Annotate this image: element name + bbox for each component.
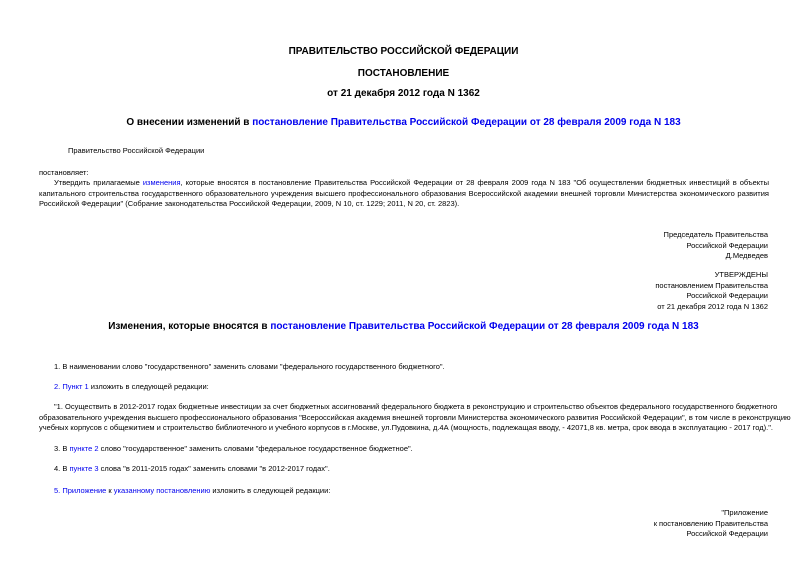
approve-paragraph <box>39 178 769 210</box>
decides-label: постановляет: <box>39 168 89 177</box>
changes-link[interactable]: изменения <box>142 178 181 187</box>
signature-block <box>664 230 768 262</box>
appendix-block <box>654 508 768 540</box>
appendix-country: Российской Федерации <box>686 529 768 539</box>
item-2 <box>54 382 209 393</box>
signature-position: Председатель Правительства <box>663 230 768 239</box>
item-4 <box>54 464 330 475</box>
item-3-point-link[interactable]: пункте 2 <box>69 444 99 453</box>
signature-country: Российской Федерации <box>686 240 768 250</box>
changes-title-prefix: Изменения, которые вносятся в <box>108 321 271 332</box>
document-title-prefix: О внесении изменений в <box>126 117 253 128</box>
approve-prefix: Утвердить прилагаемые <box>54 178 143 187</box>
quote-line-3: учебных корпусов с общежитием и строительство библиотечного и учебного корпусов в г.Москве, ул.Пудовкина, д.4А (мощность, подлежащая вводу, - 42071,8 кв. метра, срок ввода в эксплуатацию - 2017 год).". <box>39 423 773 433</box>
approved-block <box>655 270 768 312</box>
item-2-rest: изложить в следующей редакции: <box>88 382 209 391</box>
approved-by: постановлением Правительства <box>655 280 768 290</box>
item-3-prefix: 3. В <box>54 444 70 453</box>
changes-title <box>0 321 807 332</box>
quote-line-2: образовательного учреждения высшего профессионального образования "Всероссийская академия внешней торговли Министерства экономического развития Российской Федерации", в том числе в реконструкцию <box>39 412 791 422</box>
item-1: 1. В наименовании слово "государственного" заменить словами "федерального государственного бюджетного". <box>54 362 445 371</box>
approved-country: Российской Федерации <box>686 291 768 301</box>
item-5-decree-link[interactable]: указанному постановлению <box>113 486 211 495</box>
title-decree-link[interactable]: постановление Правительства Российской Федерации от 28 февраля 2009 года N 183 <box>252 117 681 128</box>
government-header: ПРАВИТЕЛЬСТВО РОССИЙСКОЙ ФЕДЕРАЦИИ <box>288 46 519 57</box>
item-5-rest: изложить в следующей редакции: <box>210 486 331 495</box>
approved-date: от 21 декабря 2012 года N 1362 <box>657 301 768 311</box>
item-4-rest: слова "в 2011-2015 годах" заменить словами "в 2012-2017 годах". <box>98 464 330 473</box>
item-4-prefix: 4. В <box>54 464 70 473</box>
item-5-appendix-link[interactable]: 5. Приложение <box>54 486 107 495</box>
item-2-quote <box>39 402 791 434</box>
government-label: Правительство Российской Федерации <box>68 146 205 155</box>
item-5-mid: к <box>106 486 114 495</box>
item-3 <box>54 444 413 455</box>
item-3-rest: слово "государственное" заменить словами "федеральное государственное бюджетное". <box>98 444 413 453</box>
document-title <box>0 117 807 128</box>
document-date-number: от 21 декабря 2012 года N 1362 <box>327 88 480 99</box>
changes-title-decree-link[interactable]: постановление Правительства Российской Федерации от 28 февраля 2009 года N 183 <box>270 321 699 332</box>
appendix-to-decree: к постановлению Правительства <box>653 518 768 528</box>
item-5 <box>54 486 330 497</box>
appendix-heading: "Приложение <box>721 508 768 517</box>
document-type: ПОСТАНОВЛЕНИЕ <box>357 68 450 79</box>
quote-line-1: "1. Осуществить в 2012-2017 годах бюджетные инвестиции за счет бюджетных ассигнований федерального бюджета в реконструкцию и строительство объектов федерального государственного бюджетного <box>54 402 778 411</box>
approve-rest: , которые вносятся в постановление Правительства Российской Федерации от 28 февраля 2009 года N 183 "Об осуществлении бюджетных инвестиций в объекты капитального строительства государственного образовательного учреждения высшего профессионального образования Всероссийской академии внешней торговли Министерства экономического развития Российской Федерации" (Собрание законодательства Российской Федерации, 2009, N 10, ст. 1229; 2011, N 20, ст. 2823). <box>39 178 769 209</box>
approved-heading: УТВЕРЖДЕНЫ <box>714 270 768 279</box>
item-4-point-link[interactable]: пункте 3 <box>69 464 99 473</box>
signature-name: Д.Медведев <box>725 251 768 261</box>
item-2-point-link[interactable]: 2. Пункт 1 <box>54 382 89 391</box>
